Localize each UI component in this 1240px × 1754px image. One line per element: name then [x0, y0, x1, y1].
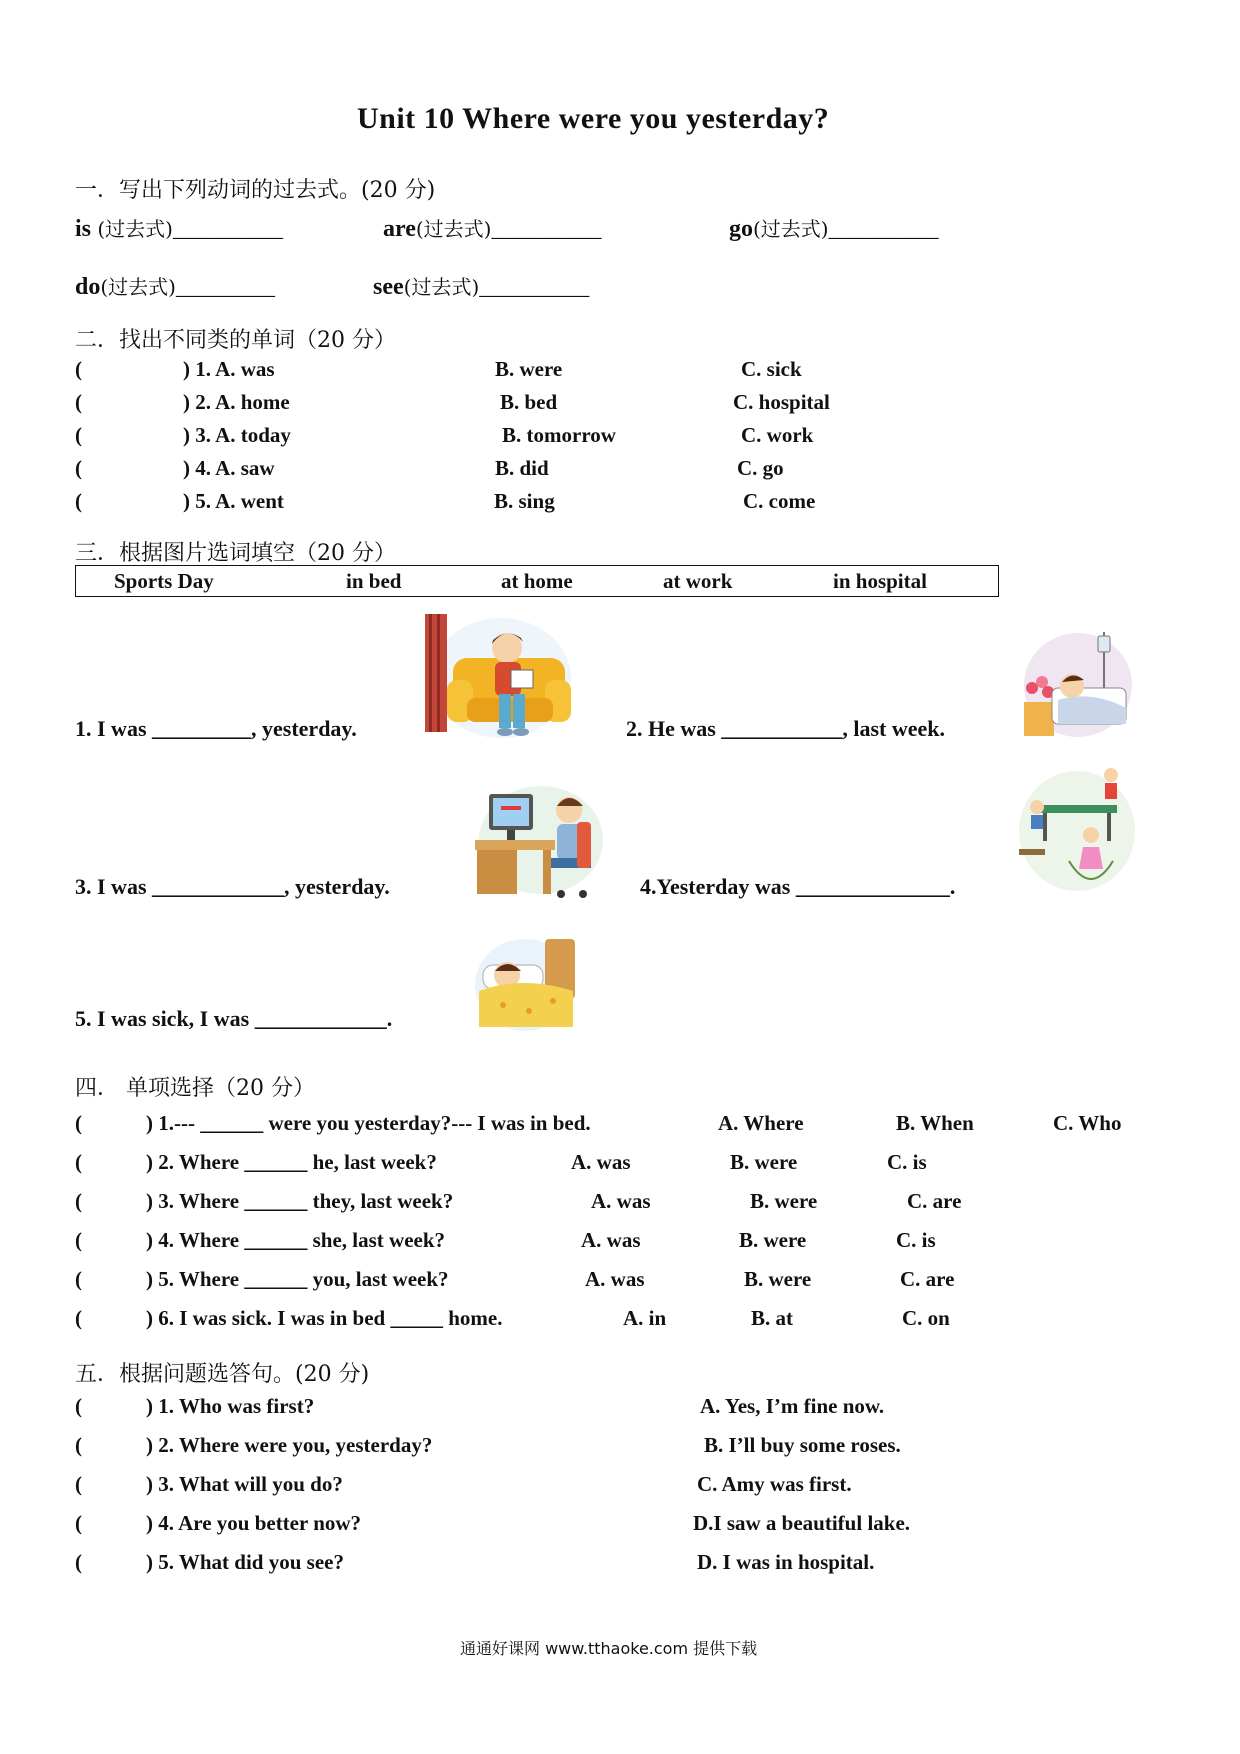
section-5-heading: 五．根据问题选答句。(20 分) [75, 1362, 370, 1387]
verb-item-do [75, 271, 275, 301]
word-bank-item: at work [663, 569, 733, 593]
question-text: ) 1. A. was [183, 357, 275, 381]
page-title: Unit 10 Where were you yesterday? [357, 102, 830, 135]
question-text: ) 2. A. home [183, 390, 290, 414]
option-b: B. did [495, 456, 549, 480]
question-text: ) 5. A. went [183, 489, 284, 513]
answer-paren[interactable]: ( [75, 1433, 82, 1457]
answer-paren[interactable]: ( [75, 1511, 82, 1535]
option-b: B. bed [500, 390, 558, 414]
verb-word: are [383, 216, 416, 242]
fill-question-1: 1. I was _________, yesterday. [75, 716, 357, 741]
fill-question-5: 5. I was sick, I was ____________. [75, 1006, 393, 1031]
answer-paren[interactable]: ( [75, 423, 82, 447]
answer-paren[interactable]: ( [75, 1550, 82, 1574]
option-a: A. was [585, 1267, 645, 1291]
question-text: ) 4. A. saw [183, 456, 275, 480]
option-a: A. was [581, 1228, 641, 1252]
answer-blank[interactable]: __________ [491, 216, 602, 241]
word-bank-item: in hospital [833, 569, 927, 593]
option-b: B. When [896, 1111, 974, 1135]
section-2-heading: 二．找出不同类的单词（20 分） [75, 328, 396, 353]
answer-option: D. I was in hospital. [697, 1550, 875, 1574]
answer-paren[interactable]: ( [75, 390, 82, 414]
fill-question-3: 3. I was ____________, yesterday. [75, 874, 390, 899]
option-c: C. sick [741, 357, 802, 381]
section-1-heading: 一．写出下列动词的过去式。(20 分) [75, 178, 436, 203]
answer-paren[interactable]: ( [75, 1150, 82, 1174]
answer-paren[interactable]: ( [75, 1472, 82, 1496]
option-c: C. on [902, 1306, 950, 1330]
verb-item-is [75, 213, 283, 243]
verb-tag: (过去式) [415, 217, 492, 241]
answer-paren[interactable]: ( [75, 1111, 82, 1135]
verb-word: go [729, 216, 753, 242]
question-text: ) 5. Where ______ you, last week? [146, 1267, 449, 1291]
word-bank-item: in bed [346, 569, 402, 593]
question-text: ) 2. Where ______ he, last week? [146, 1150, 437, 1174]
question-text: ) 5. What did you see? [146, 1550, 344, 1574]
answer-option: C. Amy was first. [697, 1472, 852, 1496]
section-3-heading: 三．根据图片选词填空（20 分） [75, 541, 396, 566]
option-c: C. is [896, 1228, 936, 1252]
question-text: ) 6. I was sick. I was in bed _____ home. [146, 1306, 503, 1330]
option-b: B. tomorrow [502, 423, 616, 447]
answer-paren[interactable]: ( [75, 1306, 82, 1330]
word-bank-box [75, 565, 999, 597]
option-b: B. were [750, 1189, 818, 1213]
verb-item-see [373, 271, 589, 301]
verb-word: do [75, 274, 101, 300]
answer-paren[interactable]: ( [75, 1189, 82, 1213]
answer-paren[interactable]: ( [75, 1228, 82, 1252]
option-c: C. is [887, 1150, 927, 1174]
option-a: A. was [571, 1150, 631, 1174]
answer-blank[interactable]: __________ [828, 216, 939, 241]
answer-blank[interactable]: __________ [479, 274, 590, 299]
verb-tag: (过去式) [100, 275, 176, 299]
question-text: ) 3. A. today [183, 423, 291, 447]
option-c: C. are [900, 1267, 955, 1291]
fill-question-2: 2. He was ___________, last week. [626, 716, 945, 741]
verb-word: see [373, 274, 404, 300]
option-b: B. were [495, 357, 563, 381]
answer-blank[interactable]: _________ [175, 274, 275, 299]
option-c: C. hospital [733, 390, 830, 414]
option-b: B. at [751, 1306, 793, 1330]
verb-tag: (过去式) [403, 275, 480, 299]
question-text: ) 4. Are you better now? [146, 1511, 362, 1535]
question-text: ) 1.--- ______ were you yesterday?--- I was in bed. [146, 1111, 591, 1135]
answer-paren[interactable]: ( [75, 357, 82, 381]
verb-item-are [383, 213, 601, 243]
word-bank-item: at home [501, 569, 573, 593]
option-c: C. come [743, 489, 816, 513]
option-c: C. Who [1053, 1111, 1122, 1135]
option-b: B. were [730, 1150, 798, 1174]
answer-paren[interactable]: ( [75, 456, 82, 480]
answer-blank[interactable]: __________ [172, 216, 283, 241]
child-in-bed-illustration [473, 935, 579, 1035]
verb-word: is [75, 216, 92, 242]
word-bank-item: Sports Day [114, 569, 214, 593]
hospital-bed-illustration [1022, 630, 1134, 740]
option-a: A. was [591, 1189, 651, 1213]
answer-paren[interactable]: ( [75, 1394, 82, 1418]
fill-question-4: 4.Yesterday was ______________. [640, 874, 956, 899]
question-text: ) 2. Where were you, yesterday? [146, 1433, 433, 1457]
verb-tag: (过去式) [753, 217, 829, 241]
option-b: B. were [739, 1228, 807, 1252]
verb-item-go [729, 213, 939, 243]
option-b: B. sing [494, 489, 555, 513]
answer-option: B. I’ll buy some roses. [704, 1433, 901, 1457]
option-a: A. in [623, 1306, 667, 1330]
sports-day-illustration [1017, 765, 1139, 895]
question-text: ) 4. Where ______ she, last week? [146, 1228, 446, 1252]
page-footer: 通通好课网 www.tthaoke.com 提供下载 [460, 1639, 758, 1658]
boy-on-sofa-illustration [423, 612, 573, 744]
option-c: C. work [741, 423, 814, 447]
option-b: B. were [744, 1267, 812, 1291]
option-c: C. go [737, 456, 784, 480]
answer-paren[interactable]: ( [75, 1267, 82, 1291]
question-text: ) 1. Who was first? [146, 1394, 315, 1418]
option-c: C. are [907, 1189, 962, 1213]
computer-desk-illustration [473, 782, 603, 900]
answer-option: A. Yes, I’m fine now. [700, 1394, 885, 1418]
answer-option: D.I saw a beautiful lake. [693, 1511, 911, 1535]
option-a: A. Where [718, 1111, 804, 1135]
answer-paren[interactable]: ( [75, 489, 82, 513]
section-4-heading: 四． 单项选择（20 分） [75, 1076, 315, 1101]
verb-tag: (过去式) [91, 217, 173, 241]
question-text: ) 3. What will you do? [146, 1472, 343, 1496]
question-text: ) 3. Where ______ they, last week? [146, 1189, 454, 1213]
